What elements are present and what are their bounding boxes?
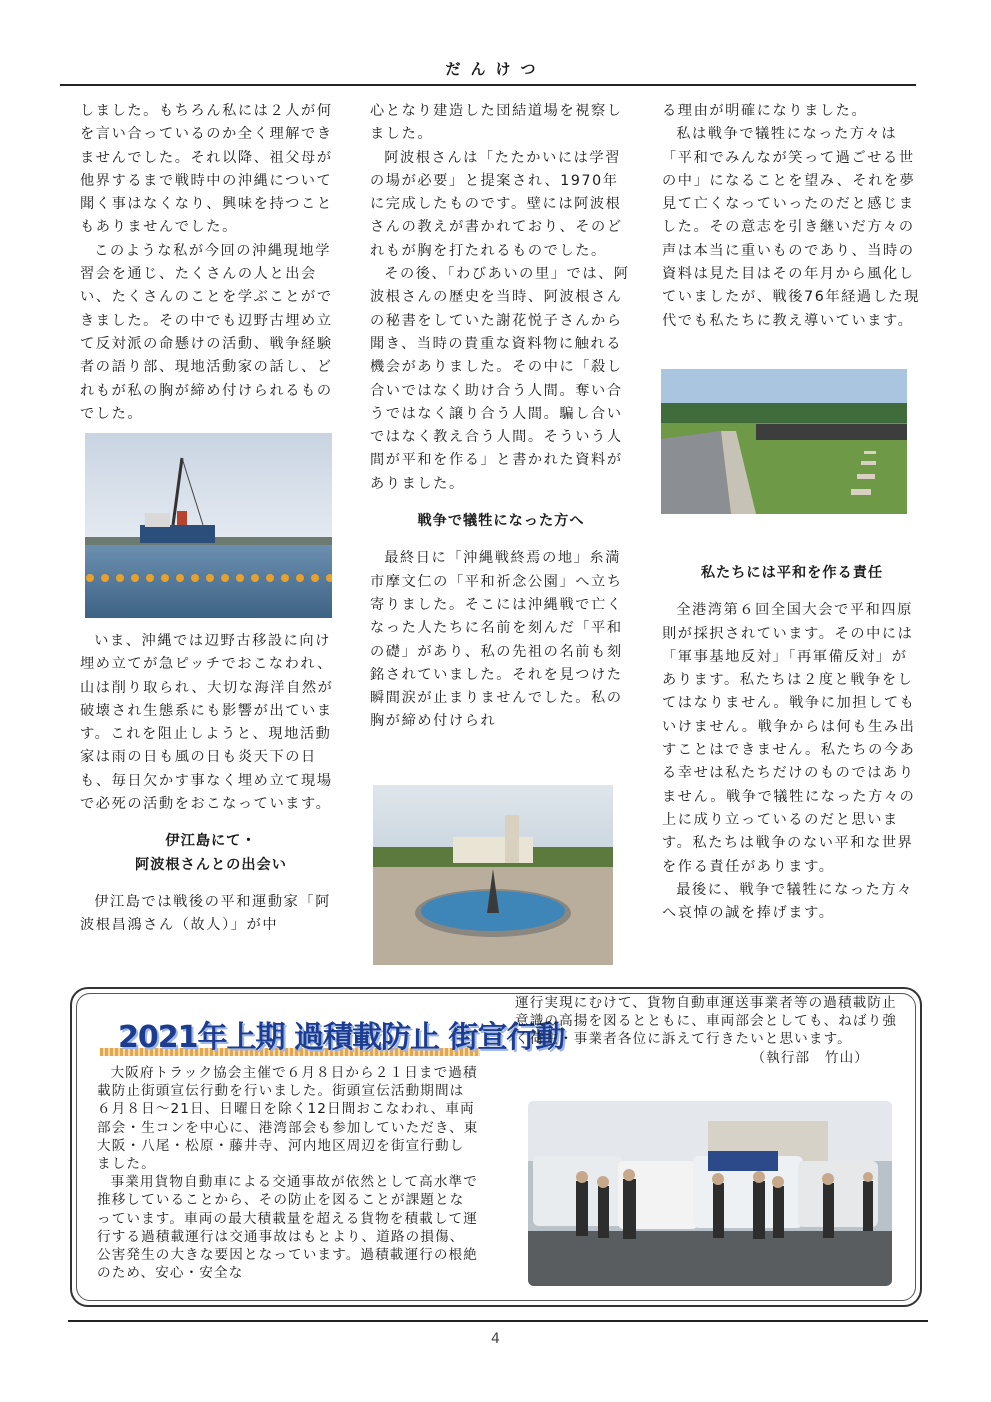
- column-3-bottom: [662, 562, 922, 925]
- column-1-top: [80, 100, 342, 426]
- article-banner: [100, 1012, 565, 1056]
- column-3-top: [662, 100, 922, 333]
- col1-paragraph-3: いま、沖縄では辺野古移設に向け埋め立てが急ピッチでおこなわれ、山は削り取られ、大切な海洋自然が破壊され生態系にも影響が出ています。これを阻止しようと、現地活動家は雨の日も風の日も炎天下の日も、毎日欠かす事なく埋め立て現場で必死の活動をおこなっています。: [80, 633, 334, 813]
- photo-henoko-construction: [85, 433, 332, 618]
- article-paragraph-3: 運行実現にむけて、貨物自動車運送事業者等の過積載防止意識の高揚を図るとともに、車両部会としても、ねばり強く荷主・事業者各位に訴えて行きたいと思います。: [515, 995, 898, 1048]
- col2-paragraph-4: 最終日に「沖縄戦終焉の地」糸満市摩文仁の「平和祈念公園」へ立ち寄りました。そこには沖縄戦で亡くなった人たちに名前を刻んだ「平和の礎」があり、私の先祖の名前も刻銘されていました。それを見つけた瞬間涙が止まりませんでした。私の胸が締め付けられ: [370, 550, 623, 730]
- article-signoff: （執行部 竹山）: [751, 1049, 869, 1066]
- col1-subhead-line-2: 阿波根さんとの出会い: [135, 856, 287, 873]
- col1-subhead-line-1: 伊江島にて・: [165, 833, 257, 850]
- footer-rule: [68, 1320, 928, 1322]
- article-left-column: [97, 1064, 479, 1282]
- col2-paragraph-3: その後、「わびあいの里」では、阿波根さんの歴史を当時、阿波根さんの秘書をしていた謝花悦子さんから聞き、当時の貴重な資料物に触れる機会がありました。その中に「殺し合いではなく助け合う人間。奪い合うではなく譲り合う人間。騙し合いではなく教え合う人間。そういう人間が平和を作る」と書かれた資料がありました。: [370, 266, 630, 492]
- article-paragraph-2: 事業用貨物自動車による交通事故が依然として高水準で推移していることから、その防止を図ることが課題となっています。車両の最大積載量を超える貨物を積載して運行する過積載運行は交通事故はもとより、道路の損傷、公害発生の大きな要因となっています。過積載運行の根絶のため、安心・安全な: [97, 1174, 478, 1282]
- article-title: 2021年上期 過積載防止 街宣行動: [118, 1020, 565, 1055]
- col3-paragraph-3: 全港湾第６回全国大会で平和四原則が採択されています。その中には「軍事基地反対」「再軍備反対」があります。私たちは２度と戦争をしてはなりません。戦争に加担してもいけません。戦争からは何も生み出すことはできません。私たちの今ある幸せは私たちだけのものではありません。戦争で犠牲になった方々の上に成り立っているのだと思います。私たちは戦争のない平和な世界を作る責任があります。: [662, 602, 916, 875]
- col3-paragraph-2: 私は戦争で犠牲になった方々は「平和でみんなが笑って過ごせる世の中」になることを望み、それを夢見て亡くなっていったのだと感じました。その意志を引き継いだ方々の声は本当に重いものであり、当時の資料は見た目はその年月から風化していましたが、戦後76年経過した現代でも私たちに教え導いています。: [662, 126, 921, 329]
- col1-paragraph-4: 伊江島では戦後の平和運動家「阿波根昌鴻さん（故人）」が中: [80, 893, 332, 934]
- col1-paragraph-1: しました。もちろん私には２人が何を言い合っているのか全く理解できませんでした。それ以降、祖父母が他界するまで戦時中の沖縄について聞く事はなくなり、興味を持つこともありませんでした。: [80, 103, 333, 236]
- col3-subhead: 私たちには平和を作る責任: [700, 565, 884, 581]
- col2-paragraph-2: 阿波根さんは「たたかいには学習の場が必要」と提案され、1970年に完成したものです。壁には阿波根さんの教えが書かれており、そのどれもが胸を打たれるものでした。: [370, 149, 623, 259]
- col2-subhead: 戦争で犠牲になった方へ: [417, 513, 585, 530]
- col1-paragraph-2: このような私が今回の沖縄現地学習会を通じ、たくさんの人と出会い、たくさんのことを学ぶことができました。その中でも辺野古埋め立て反対派の命懸けの活動、戦争経験者の語り部、現地活動家の話し、どれもが私の胸が締め付けられるものでした。: [80, 242, 333, 422]
- col3-paragraph-4: 最後に、戦争で犠牲になった方々へ哀悼の誠を捧げます。: [662, 881, 914, 922]
- column-2-top: [370, 100, 632, 734]
- col3-paragraph-1: る理由が明確になりました。: [662, 103, 868, 119]
- photo-cornerstone-of-peace: [661, 369, 907, 514]
- column-1-bottom: [80, 630, 342, 938]
- article-right-column: [515, 994, 899, 1067]
- col2-paragraph-1: 心となり建造した団結道場を視察しました。: [370, 103, 623, 143]
- photo-street-campaign: [528, 1101, 892, 1286]
- newsletter-title: だんけつ: [445, 60, 546, 78]
- photo-peace-memorial-park: [373, 785, 613, 965]
- article-paragraph-1: 大阪府トラック協会主催で６月８日から２１日まで過積載防止街頭宣伝行動を行いました。街頭宣伝活動期間は６月８日～21日、日曜日を除く12日間おこなわれ、車両部会・生コンを中心に、港湾部会も参加していただき、東大阪・八尾・松原・藤井寺、河内地区周辺を街宣行動しました。: [97, 1065, 479, 1173]
- page-number: 4: [491, 1331, 500, 1347]
- header-rule: [60, 84, 916, 86]
